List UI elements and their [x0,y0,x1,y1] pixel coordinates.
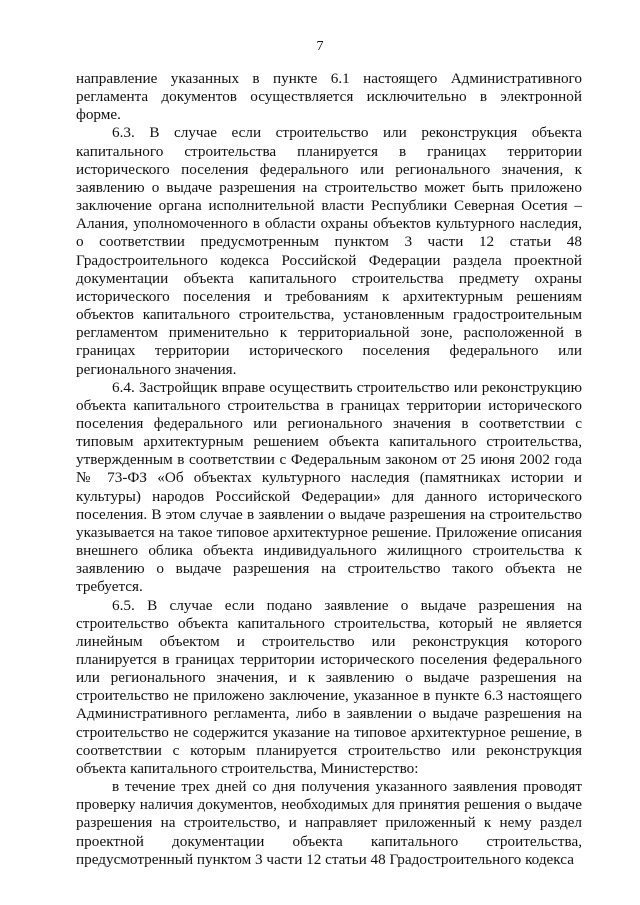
page-number: 7 [316,39,324,54]
paragraph-continuation: направление указанных в пункте 6.1 настоящего Административного регламента документов осуществляется исключительно в электронной форме. [76,70,582,124]
paragraph-6-3: 6.3. В случае если строительство или реконструкция объекта капитального строительства планируется в границах территории исторического поселения федерального или регионального значения, к заявлению о выдаче разрешения на строительство может быть приложено заключение органа исполнительной власти Республики Северная Осетия – Алания, уполномоченного в области охраны объектов культурного наследия, о соответствии предусмотренным пунктом 3 части 12 статьи 48 Градостроительного кодекса Российской Федерации раздела проектной документации объекта капитального строительства предмету охраны исторического поселения и требованиям к архитектурным решениям объектов капитального строительства, установленным градостроительным регламентом применительно к территориальной зоне, расположенной в границах территории исторического поселения федерального или регионального значения. [76,124,582,378]
document-body [76,70,582,869]
paragraph-6-5: 6.5. В случае если подано заявление о выдаче разрешения на строительство объекта капитального строительства, который не является линейным объектом и строительство или реконструкция которого планируется в границах территории исторического поселения федерального или регионального значения, и к заявлению о выдаче разрешения на строительство не приложено заключение, указанное в пункте 6.3 настоящего Административного регламента, либо в заявлении о выдаче разрешения на строительство не содержится указание на типовое архитектурное решение, в соответствии с которым планируется строительство или реконструкция объекта капитального строительства, Министерство: [76,596,582,777]
paragraph-6-4: 6.4. Застройщик вправе осуществить строительство или реконструкцию объекта капитального строительства в границах территории исторического поселения федерального или регионального значения в соответствии с типовым архитектурным решением объекта капитального строительства, утвержденным в соответствии с Федеральным законом от 25 июня 2002 года № 73-ФЗ «Об объектах культурного наследия (памятниках истории и культуры) народов Российской Федерации» для данного исторического поселения. В этом случае в заявлении о выдаче разрешения на строительство указывается на такое типовое архитектурное решение. Приложение описания внешнего облика объекта индивидуального жилищного строительства к заявлению о выдаче разрешения на строительство такого объекта не требуется. [76,378,582,596]
paragraph-6-5-clause: в течение трех дней со дня получения указанного заявления проводят проверку наличия документов, необходимых для принятия решения о выдаче разрешения на строительство, и направляет приложенный к нему раздел проектной документации объекта капитального строительства, предусмотренный пунктом 3 части 12 статьи 48 Градостроительного кодекса [76,778,582,868]
